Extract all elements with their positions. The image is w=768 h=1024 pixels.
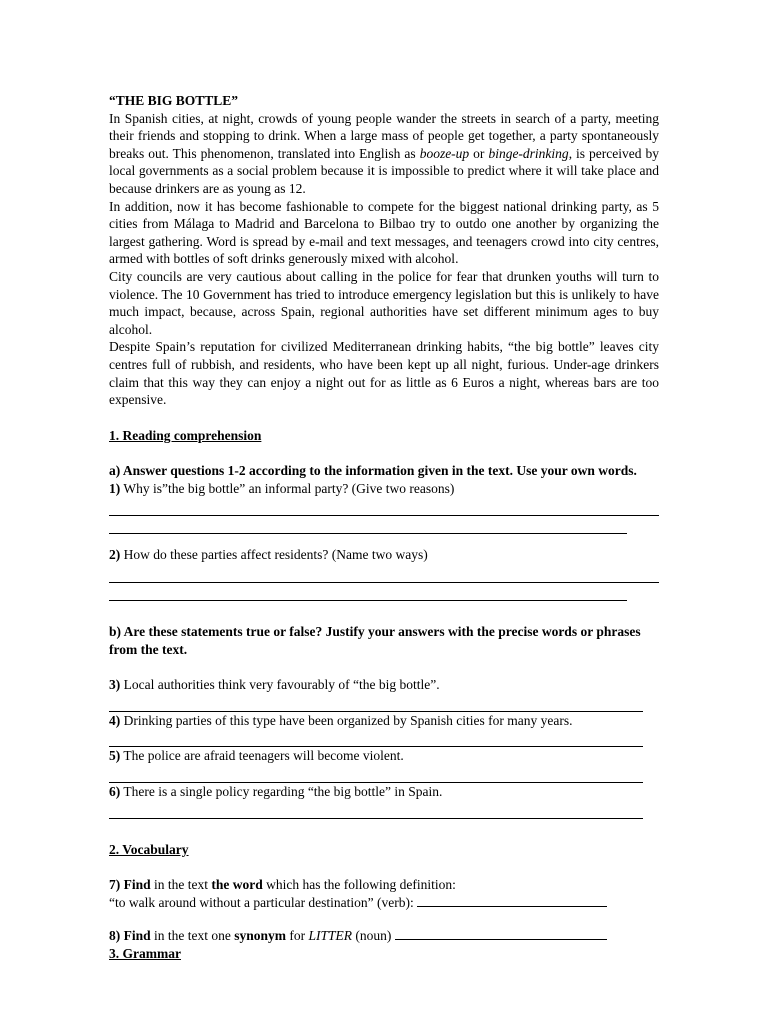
question-3-number: 3) — [109, 677, 121, 693]
question-1-text: Why is”the big bottle” an informal party? (Give two reasons) — [120, 480, 455, 496]
part-a-instructions: a) Answer questions 1-2 according to the information given in the text. Use your own words. — [109, 463, 637, 479]
question-8-keyword: synonym — [234, 928, 287, 944]
paragraph-1 — [109, 110, 659, 198]
question-3-text: Local authorities think very favourably of “the big bottle”. — [120, 677, 440, 693]
question-2-text: How do these parties affect residents? (Name two ways) — [120, 547, 428, 563]
question-7-keyword: the word — [211, 877, 263, 893]
answer-line-2a[interactable] — [109, 582, 659, 583]
term-binge-drinking: binge-drinking — [488, 145, 569, 161]
question-4 — [109, 712, 659, 730]
paragraph-4: Despite Spain’s reputation for civilized Mediterranean drinking habits, “the big bottle” leaves city centres full of rubbish, and residents, who have been kept up all night, furious. Under-age drinkers claim that this way they can enjoy a night out for as little as 6 Euros a night, whereas bars are too expensive. — [109, 339, 659, 408]
question-1 — [109, 480, 659, 498]
question-4-number: 4) — [109, 712, 121, 728]
term-booze-up: booze-up — [419, 145, 470, 161]
question-6 — [109, 783, 659, 801]
answer-blank-7[interactable] — [417, 906, 607, 907]
section-2-heading: 2. Vocabulary — [109, 841, 189, 857]
answer-blank-8[interactable] — [395, 939, 607, 940]
question-6-number: 6) — [109, 784, 121, 800]
answer-line-1b[interactable] — [109, 533, 627, 534]
question-6-text: There is a single policy regarding “the big bottle” in Spain. — [120, 784, 443, 800]
question-7-number: 7) — [109, 877, 121, 893]
section-3-heading: 3. Grammar — [109, 946, 181, 961]
question-4-text: Drinking parties of this type have been organized by Spanish cities for many years. — [120, 712, 573, 728]
paragraph-1-text-a: In Spanish cities, at night, crowds of young people wander the streets in search of a party, meeting their friends and stopping to drink. When a large mass of people get together, a party spontaneously breaks out. This phenomenon, translated into English as — [109, 110, 659, 161]
question-2-number: 2) — [109, 547, 121, 563]
question-3 — [109, 676, 659, 694]
paragraph-3: City councils are very cautious about calling in the police for fear that drunken youths will turn to violence. The 10 Government has tried to introduce emergency legislation but this is unlikely to have much impact, because, across Spain, regional authorities have set different minimum ages to buy alcohol. — [109, 268, 659, 337]
paragraph-2: In addition, now it has become fashionable to compete for the biggest national drinking party, as 5 cities from Málaga to Madrid and Barcelona to Bilbao try to outdo one another by organizing the largest gathering. Word is spread by e-mail and text messages, and teenagers crowd into city centres, armed with bottles of soft drinks generously mixed with alcohol. — [109, 198, 659, 267]
paragraph-1-text-b: or — [469, 145, 489, 161]
question-8-find: Find — [120, 928, 151, 944]
answer-line-2b[interactable] — [109, 600, 627, 601]
section-1-heading: 1. Reading comprehension — [109, 427, 262, 443]
worksheet-content — [109, 92, 659, 963]
question-8-target-word: LITTER — [308, 928, 353, 944]
part-b-instructions: b) Are these statements true or false? Justify your answers with the precise words or phrases from the text. — [109, 624, 641, 657]
question-7-definition-text: “to walk around without a particular destination” (verb): — [109, 894, 418, 910]
paragraph-1-text-c: , is perceived by local governments as a social problem because it is impossible to predict where it will take place and because drinkers are as young as 12. — [109, 145, 660, 196]
question-8-text-b: for — [286, 928, 309, 944]
question-2 — [109, 546, 659, 564]
question-7-text-a: in the text — [150, 877, 212, 893]
question-5-number: 5) — [109, 748, 121, 764]
article-title: “THE BIG BOTTLE” — [109, 93, 239, 108]
answer-line-6[interactable] — [109, 818, 643, 819]
question-1-number: 1) — [109, 480, 121, 496]
question-7 — [109, 876, 659, 894]
question-8-text-c: (noun) — [352, 928, 395, 944]
question-5-text: The police are afraid teenagers will become violent. — [120, 748, 404, 764]
question-5 — [109, 747, 659, 765]
question-8 — [109, 927, 659, 945]
question-7-definition — [109, 894, 659, 912]
question-7-text-b: which has the following definition: — [262, 877, 456, 893]
question-8-text-a: in the text one — [150, 928, 235, 944]
question-7-find: Find — [120, 877, 151, 893]
answer-line-1a[interactable] — [109, 515, 659, 516]
question-8-number: 8) — [109, 928, 121, 944]
